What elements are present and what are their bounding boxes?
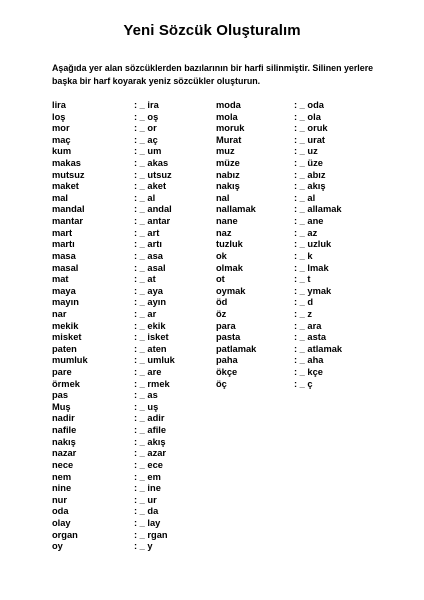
source-word: mat [52, 274, 69, 285]
word-row [52, 274, 202, 286]
blank-word: : _ oş [134, 111, 159, 122]
word-row [52, 158, 202, 170]
word-row [216, 297, 376, 309]
source-word: ok [216, 250, 227, 261]
word-row [52, 425, 202, 437]
word-row [52, 204, 202, 216]
word-column-right [216, 100, 376, 390]
blank-word: : _ adir [134, 413, 165, 424]
word-row [52, 123, 202, 135]
word-row [216, 112, 376, 124]
word-row [52, 483, 202, 495]
blank-word: : _ afile [134, 425, 167, 436]
blank-word: : _ kçe [294, 367, 323, 378]
word-row [52, 228, 202, 240]
word-row [216, 286, 376, 298]
word-row [216, 274, 376, 286]
source-word: müze [216, 158, 240, 169]
source-word: tuzluk [216, 239, 243, 250]
word-row [52, 297, 202, 309]
source-word: pasta [216, 332, 241, 343]
source-word: Murat [216, 134, 242, 145]
word-row [52, 321, 202, 333]
word-row [52, 263, 202, 275]
blank-word: : _ em [134, 471, 161, 482]
word-row [216, 263, 376, 275]
source-word: lira [52, 100, 66, 110]
word-row [52, 460, 202, 472]
blank-word: : _ ç [294, 378, 313, 389]
blank-word: : _ or [134, 123, 157, 134]
source-word: nem [52, 471, 72, 482]
word-row [216, 309, 376, 321]
blank-word: : _ aten [134, 343, 167, 354]
word-row [52, 472, 202, 484]
source-word: mor [52, 123, 70, 134]
source-word: öz [216, 308, 227, 319]
source-word: öd [216, 297, 228, 308]
blank-word: : _ k [294, 250, 313, 261]
blank-word: : _ ar [134, 308, 157, 319]
word-row [216, 100, 376, 112]
source-word: martı [52, 239, 75, 250]
blank-word: : _ urat [294, 134, 325, 145]
word-row [52, 251, 202, 263]
word-row [216, 355, 376, 367]
source-word: nine [52, 483, 72, 494]
source-word: mantar [52, 216, 84, 227]
source-word: nane [216, 216, 238, 227]
word-row [52, 286, 202, 298]
word-row [216, 251, 376, 263]
word-row [52, 100, 202, 112]
blank-word: : _ asal [134, 262, 166, 273]
source-word: mayın [52, 297, 79, 308]
source-word: moruk [216, 123, 245, 134]
word-row [52, 402, 202, 414]
word-row [52, 367, 202, 379]
blank-word: : _ aç [134, 134, 158, 145]
source-word: mutsuz [52, 169, 85, 180]
word-row [216, 123, 376, 135]
word-row [52, 332, 202, 344]
source-word: masal [52, 262, 79, 273]
source-word: moda [216, 100, 241, 110]
source-word: nafile [52, 425, 77, 436]
source-word: nur [52, 494, 67, 505]
blank-word: : _ oruk [294, 123, 328, 134]
word-row [52, 437, 202, 449]
blank-word: : _ akış [294, 181, 326, 192]
word-row [216, 216, 376, 228]
blank-word: : _ al [294, 192, 316, 203]
source-word: nadir [52, 413, 75, 424]
source-word: oy [52, 541, 63, 552]
source-word: maç [52, 134, 71, 145]
blank-word: : _ ece [134, 459, 163, 470]
source-word: pas [52, 390, 69, 401]
blank-word: : _ ine [134, 483, 161, 494]
source-word: mekik [52, 320, 79, 331]
word-row [52, 495, 202, 507]
blank-word: : _ rgan [134, 529, 168, 540]
source-word: nazar [52, 448, 77, 459]
source-word: loş [52, 111, 66, 122]
word-row [216, 170, 376, 182]
blank-word: : _ asta [294, 332, 327, 343]
blank-word: : _ ola [294, 111, 321, 122]
word-row [216, 239, 376, 251]
source-word: ot [216, 274, 225, 285]
word-column-left [52, 100, 202, 553]
word-row [52, 413, 202, 425]
word-row [52, 344, 202, 356]
source-word: nabız [216, 169, 240, 180]
blank-word: : _ akış [134, 436, 166, 447]
source-word: mandal [52, 204, 85, 215]
blank-word: : _ d [294, 297, 314, 308]
page-title: Yeni Sözcük Oluşturalım [123, 22, 301, 39]
word-row [52, 239, 202, 251]
blank-word: : _ aya [134, 285, 163, 296]
blank-word: : _ at [134, 274, 156, 285]
source-word: mola [216, 111, 238, 122]
word-row [52, 530, 202, 542]
blank-word: : _ ur [134, 494, 157, 505]
blank-word: : _ allamak [294, 204, 342, 215]
blank-word: : _ andal [134, 204, 172, 215]
source-word: masa [52, 250, 76, 261]
source-word: nakış [52, 436, 76, 447]
word-row [52, 135, 202, 147]
blank-word: : _ al [134, 192, 156, 203]
source-word: kum [52, 146, 72, 157]
word-row [52, 541, 202, 553]
source-word: muz [216, 146, 235, 157]
source-word: nakış [216, 181, 240, 192]
blank-word: : _ ira [134, 100, 159, 110]
word-row [52, 216, 202, 228]
blank-word: : _ aha [294, 355, 324, 366]
source-word: maket [52, 181, 79, 192]
word-row [52, 193, 202, 205]
source-word: pare [52, 367, 72, 378]
source-word: organ [52, 529, 78, 540]
source-word: paten [52, 343, 77, 354]
blank-word: : _ lmak [294, 262, 329, 273]
word-row [52, 379, 202, 391]
word-row [52, 309, 202, 321]
blank-word: : _ as [134, 390, 158, 401]
blank-word: : _ oda [294, 100, 324, 110]
blank-word: : _ asa [134, 250, 163, 261]
blank-word: : _ aket [134, 181, 167, 192]
blank-word: : _ are [134, 367, 162, 378]
source-word: nar [52, 308, 67, 319]
source-word: nallamak [216, 204, 256, 215]
source-word: olmak [216, 262, 243, 273]
source-word: patlamak [216, 343, 257, 354]
blank-word: : _ t [294, 274, 311, 285]
source-word: ökçe [216, 367, 238, 378]
blank-word: : _ ane [294, 216, 324, 227]
blank-word: : _ uz [294, 146, 318, 157]
blank-word: : _ ara [294, 320, 322, 331]
blank-word: : _ y [134, 541, 153, 552]
source-word: örmek [52, 378, 80, 389]
blank-word: : _ utsuz [134, 169, 172, 180]
blank-word: : _ antar [134, 216, 171, 227]
word-row [52, 146, 202, 158]
word-row [216, 367, 376, 379]
blank-word: : _ uş [134, 401, 159, 412]
word-row [216, 158, 376, 170]
blank-word: : _ lay [134, 517, 161, 528]
source-word: Muş [52, 401, 71, 412]
blank-word: : _ azar [134, 448, 167, 459]
word-row [216, 135, 376, 147]
word-row [216, 228, 376, 240]
word-row [52, 518, 202, 530]
source-word: makas [52, 158, 81, 169]
source-word: nece [52, 459, 74, 470]
blank-word: : _ da [134, 506, 159, 517]
word-row [216, 181, 376, 193]
blank-word: : _ üze [294, 158, 323, 169]
source-word: mal [52, 192, 69, 203]
blank-word: : _ az [294, 227, 318, 238]
blank-word: : _ art [134, 227, 160, 238]
source-word: olay [52, 517, 71, 528]
blank-word: : _ ymak [294, 285, 332, 296]
word-row [216, 321, 376, 333]
word-row [216, 344, 376, 356]
blank-word: : _ atlamak [294, 343, 343, 354]
word-row [216, 379, 376, 391]
blank-word: : _ z [294, 308, 313, 319]
instructions-text: Aşağıda yer alan sözcüklerden bazılarının bir harfi silinmiştir. Silinen yerlere başka bir harf koyarak yeniz sözcükler oluşturun. [52, 63, 374, 86]
word-row [52, 112, 202, 124]
blank-word: : _ ekik [134, 320, 166, 331]
source-word: oda [52, 506, 69, 517]
word-row [52, 506, 202, 518]
source-word: nal [216, 192, 230, 203]
word-row [52, 181, 202, 193]
word-row [52, 448, 202, 460]
blank-word: : _ abız [294, 169, 326, 180]
source-word: maya [52, 285, 76, 296]
blank-word: : _ artı [134, 239, 162, 250]
blank-word: : _ akas [134, 158, 169, 169]
blank-word: : _ um [134, 146, 162, 157]
word-row [216, 332, 376, 344]
source-word: oymak [216, 285, 246, 296]
blank-word: : _ ayın [134, 297, 167, 308]
blank-word: : _ umluk [134, 355, 175, 366]
source-word: paha [216, 355, 238, 366]
word-row [216, 146, 376, 158]
word-row [52, 170, 202, 182]
source-word: mart [52, 227, 73, 238]
source-word: mumluk [52, 355, 88, 366]
word-row [52, 355, 202, 367]
blank-word: : _ rmek [134, 378, 170, 389]
blank-word: : _ uzluk [294, 239, 332, 250]
word-row [216, 193, 376, 205]
blank-word: : _ isket [134, 332, 169, 343]
source-word: para [216, 320, 236, 331]
source-word: naz [216, 227, 232, 238]
source-word: öç [216, 378, 227, 389]
word-row [216, 204, 376, 216]
word-row [52, 390, 202, 402]
source-word: misket [52, 332, 82, 343]
